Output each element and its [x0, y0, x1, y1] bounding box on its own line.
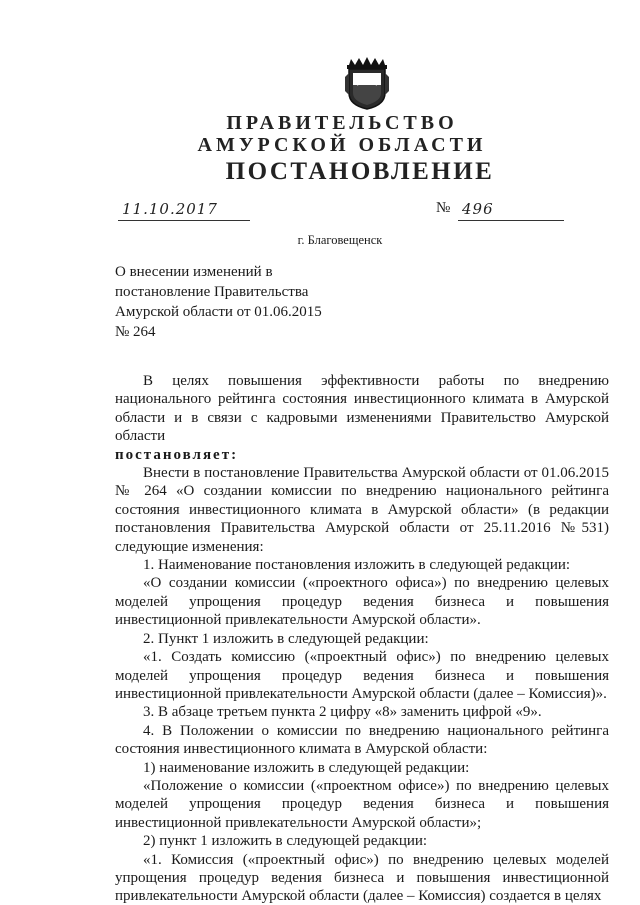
- intro-paragraph: В целях повышения эффективности работы по внедрению национального рейтинга состояния инвестиционного климата в Амурской области и в связи с кадровыми изменениями Правительство Амурской области: [115, 373, 609, 445]
- paragraph: «О создании комиссии («проектного офиса») по внедрению целевых моделей упрощения процедур ведения бизнеса и повышения инвестиционной привлекательности Амурской области».: [115, 575, 609, 629]
- date-field: [118, 200, 250, 221]
- paragraph: 3. В абзаце третьем пункта 2 цифру «8» заменить цифрой «9».: [143, 704, 542, 721]
- handwritten-number: 496: [462, 200, 494, 218]
- city-label: г. Благовещенск: [297, 233, 383, 247]
- subject-line: № 264: [115, 324, 156, 340]
- paragraph: 1. Наименование постановления изложить в следующей редакции:: [143, 557, 571, 574]
- number-field: [458, 200, 564, 221]
- subject-line: О внесении изменений в: [115, 264, 273, 280]
- paragraph: 2) пункт 1 изложить в следующей редакции:: [143, 833, 428, 850]
- document-body: [115, 372, 609, 905]
- paragraph: 1) наименование изложить в следующей редакции:: [143, 759, 470, 776]
- paragraph: Внести в постановление Правительства Амурской области от 01.06.2015 № 264 «О создании комиссии по внедрению национального рейтинга состояния инвестиционного климата в Амурской области» (в редакции постановления Правительства Амурской области от 25.11.2016 №531) следующие изменения:: [115, 465, 609, 555]
- decree-word: постановляет:: [115, 446, 239, 463]
- region-title: АМУРСКОЙ ОБЛАСТИ: [197, 134, 487, 156]
- subject-line: Амурской области от 01.06.2015: [115, 304, 322, 320]
- paragraph: 4. В Положении о комиссии по внедрению национального рейтинга состояния инвестиционного климата в Амурской области:: [115, 722, 609, 758]
- paragraph: «1. Комиссия («проектный офис») по внедрению целевых моделей упрощения процедур ведения бизнеса и повышения инвестиционной привлекательности Амурской области (далее – Комиссия) создается в целях: [115, 851, 609, 905]
- paragraph: «Положение о комиссии («проектном офисе») по внедрению целевых моделей упрощения процедур ведения бизнеса и повышения инвестиционной привлекательности Амурской области»;: [115, 777, 609, 831]
- document-subject: [115, 262, 335, 342]
- amur-region-coat-of-arms-icon: [343, 55, 391, 111]
- subject-line: постановление Правительства: [115, 284, 309, 300]
- paragraph: 2. Пункт 1 изложить в следующей редакции:: [143, 630, 429, 647]
- document-type-title: ПОСТАНОВЛЕНИЕ: [225, 158, 495, 185]
- number-label: №: [436, 200, 451, 216]
- paragraph: «1. Создать комиссию («проектный офис») по внедрению целевых моделей упрощения процедур ведения бизнеса и повышения инвестиционной привлекательности Амурской области (далее – Комиссия)».: [115, 649, 609, 702]
- government-title: ПРАВИТЕЛЬСТВО: [226, 112, 458, 134]
- handwritten-date: 11.10.2017: [122, 200, 218, 218]
